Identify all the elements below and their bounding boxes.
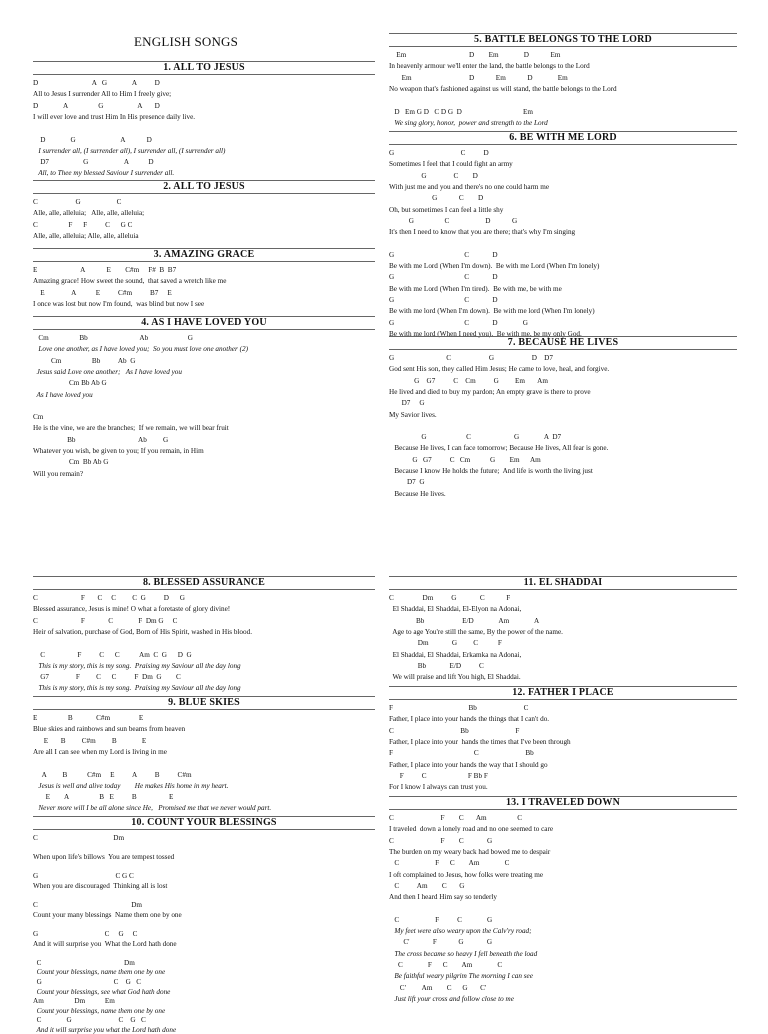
song-title: 13. I TRAVELED DOWN (389, 796, 737, 810)
song-section (389, 576, 737, 682)
song-title: 7. BECAUSE HE LIVES (389, 336, 737, 350)
lyric-line: G C D (389, 273, 498, 282)
lyric-line: I will ever love and trust Him In His presence daily live. (33, 112, 196, 121)
lyric-line: And it will surprise you What the Lord hath done (33, 939, 177, 948)
lyric-line: G C D G (389, 318, 528, 327)
chord-line: F C F Bb F (389, 771, 488, 780)
chord-line: C F C Am C (389, 814, 522, 822)
chord-line: Cm Bb Ab G (33, 356, 136, 365)
lyric-line: G G7 C Cm G Em Am (389, 455, 541, 464)
lyric-line: D7 G A D (33, 158, 154, 167)
chord-line: F C Bb (389, 749, 534, 758)
lyric-line: He lived and died to buy my pardon; An empty grave is there to prove (389, 387, 591, 396)
lyric-line: C F C Am C (389, 960, 503, 969)
song-section (389, 33, 737, 127)
lyric-line: It's then I need to know that you are there; that's why I'm singing (389, 228, 576, 237)
lyric-line: Amazing grace! How sweet the sound, that saved a wretch like me (33, 277, 227, 286)
chord-line: C Dm (33, 834, 125, 842)
chord-line: Cm Bb Ab G (33, 334, 193, 342)
song-section (389, 336, 737, 498)
chord-line: D A G A D (33, 79, 160, 87)
lyric-line: Count your blessings, see what God hath done (33, 987, 171, 996)
chord-line: G C G C (33, 872, 134, 881)
lyric-line: G C D (389, 295, 498, 304)
lyric-line: Be faithful weary pilgrim The morning I can see (389, 972, 533, 981)
lyric-line: I surrender all, (I surrender all), I surrender all, (I surrender all) (33, 146, 226, 155)
lyric-line: Be with me lord (When I need you). Be with me, be my only God. (389, 329, 582, 338)
lyric-line: The burden on my weary back had bowed me to despair (389, 847, 551, 856)
chord-line: F Bb C (389, 704, 529, 712)
lyric-line: Because I know He holds the future; And life is worth the living just (389, 467, 593, 475)
lyric-line: Alle, alle, alleluia; Alle, alle, alleluia (33, 231, 139, 240)
lyric-line: All, to Thee my blessed Saviour I surrender all. (33, 169, 175, 178)
song-section (389, 686, 737, 792)
lyric-line: D G A D (33, 135, 152, 144)
lyric-line: I oft complained to Jesus, how folks were treating me (389, 870, 544, 879)
lyric-line: El Shaddai, El Shaddai, El-Elyon na Adonai, (389, 605, 522, 614)
chord-line: C Bb F (389, 726, 520, 735)
lyric-line: Be with me Lord (When I'm tired). Be with me, be with me (389, 284, 562, 293)
lyric-line: G C G C (33, 978, 142, 986)
song-section (389, 796, 737, 1003)
chord-line: G C D G (389, 216, 518, 225)
lyric-line: Blue skies and rainbows and sun beams from heaven (33, 725, 186, 734)
song-title: 2. ALL TO JESUS (33, 180, 375, 194)
chord-line: Bb E/D C (389, 661, 484, 670)
song-title: 12. FATHER I PLACE (389, 686, 737, 700)
lyric-line: And it will surprise you what the Lord hath done (33, 1026, 177, 1034)
song-title: 10. COUNT YOUR BLESSINGS (33, 816, 375, 830)
chord-line: Em D Em D Em (389, 73, 568, 82)
lyric-line: Age to age You're still the same, By the power of the name. (389, 627, 563, 636)
chord-line: Em D Em D Em (389, 51, 561, 59)
lyric-line: Sometimes I feel that I could fight an army (389, 160, 513, 169)
chord-line: D7 G (389, 399, 425, 408)
lyric-line: Because He lives. (389, 489, 446, 498)
chord-line: G G7 C Cm G Em Am (389, 376, 548, 385)
lyric-line: Father, I place into your hands the way that I should go (389, 760, 548, 769)
lyric-line: No weapon that's fashioned against us will stand, the battle belongs to the Lord (389, 84, 617, 93)
chord-line: C F F C G C (33, 220, 133, 229)
chord-line: G C D (389, 194, 484, 203)
lyric-line: Blessed assurance, Jesus is mine! O what a foretaste of glory divine! (33, 605, 231, 614)
lyric-line: I traveled down a lonely road and no one seemed to care (389, 825, 554, 834)
lyric-line: We sing glory, honor, power and strength to the Lord (389, 118, 548, 127)
lyric-line: Alle, alle, alleluia; Alle, alle, alleluia; (33, 209, 145, 218)
lyric-line: Be with me lord (When I'm down). Be with me lord (When I'm lonely) (389, 307, 595, 316)
lyric-line: Be with me Lord (When I'm down). Be with me Lord (When I'm lonely) (389, 262, 600, 270)
song-section (33, 248, 375, 308)
song-title: 3. AMAZING GRACE (33, 248, 375, 262)
lyric-line: As I have loved you (33, 390, 93, 399)
lyric-line: All to Jesus I surrender All to Him I freely give; (33, 90, 172, 99)
lyric-line: El Shaddai, El Shaddai, Erkamka na Adonai, (389, 650, 522, 659)
song-title: 5. BATTLE BELONGS TO THE LORD (389, 33, 737, 47)
lyric-line: Just lift your cross and follow close to me (389, 994, 514, 1003)
lyric-line: Count your many blessings Name them one by one (33, 910, 182, 919)
lyric-line: With just me and you and there's no one could harm me (389, 182, 550, 191)
song-section (33, 816, 375, 1034)
lyric-line: Jesus said Love one another; As I have loved you (33, 367, 182, 376)
song-section (33, 696, 375, 813)
chord-line: C F C F Dm G C (33, 616, 178, 625)
chord-line: C F C C C G D G (33, 594, 185, 602)
lyric-line: C G C G C (33, 1016, 146, 1025)
lyric-line: When upon life's billows You are tempest tossed (33, 853, 175, 862)
chord-line: E B C#m B E (33, 736, 147, 745)
lyric-line: In heavenly armour we'll enter the land, the battle belongs to the Lord (389, 62, 590, 71)
song-title: 4. AS I HAVE LOVED YOU (33, 316, 375, 330)
song-title: 9. BLUE SKIES (33, 696, 375, 710)
chord-line: G C G C (33, 930, 138, 938)
lyric-line: The cross became so heavy I fell beneath the load (389, 949, 538, 958)
lyric-line: For I know I always can trust you. (389, 783, 488, 792)
lyric-line: Count your blessings, name them one by one (33, 968, 166, 977)
song-section (33, 576, 375, 693)
lyric-line: God sent His son, they called Him Jesus; He came to love, heal, and forgive. (389, 365, 610, 374)
lyric-line: My Savior lives. (389, 410, 437, 419)
page-title: ENGLISH SONGS (134, 34, 239, 49)
lyric-line: This is my story, this is my song. Praising my Saviour all the day long (33, 661, 241, 670)
lyric-line: D7 G (389, 478, 425, 487)
song-section (389, 131, 737, 338)
song-title: 11. EL SHADDAI (389, 576, 737, 590)
lyric-line: Heir of salvation, purchase of God, Born of His Spirit, washed in His blood. (33, 627, 252, 636)
chord-line: E B C#m E (33, 714, 144, 722)
lyric-line: Count your blessings, name them one by one (33, 1006, 166, 1015)
lyric-line: D Em G D C D G D Em (389, 107, 533, 116)
lyric-line: Cm Bb Ab G (33, 458, 109, 467)
lyric-line: Are all I can see when my Lord is living in me (33, 747, 167, 756)
lyric-line: Oh, but sometimes I can feel a little shy (389, 205, 504, 214)
lyric-line: C' F G G (389, 938, 493, 947)
chord-line: C F C Am C (389, 859, 510, 868)
lyric-line: A B C#m E A B C#m (33, 770, 192, 779)
lyric-line: This is my story, this is my song. Praising my Saviour all the day long (33, 684, 241, 693)
lyric-line: Whatever you wish, be given to you; If you remain, in Him (33, 447, 204, 455)
lyric-line: Will you remain? (33, 469, 84, 478)
lyric-line: E A B E B E (33, 793, 174, 802)
lyric-line: Love one another, as I have loved you; So you must love one another (2) (33, 345, 248, 354)
lyric-line: We will praise and lift You high, El Shaddai. (389, 673, 521, 682)
song-section (33, 316, 375, 478)
lyric-line: I once was lost but now I'm found, was blind but now I see (33, 299, 205, 308)
lyric-line: Because He lives, I can face tomorrow; Because He lives, All fear is gone. (389, 444, 609, 453)
lyric-line: Cm (33, 413, 44, 422)
song-section (33, 61, 375, 178)
chord-line: Bb E/D Am A (389, 616, 540, 625)
song-section (33, 180, 375, 240)
lyric-line: G7 F C C F Dm G C (33, 673, 181, 682)
chord-line: D A G A D (33, 101, 160, 110)
lyric-line: And then I heard Him say so tenderly (389, 893, 497, 902)
lyric-line: Never more will I be all alone since He, Promised me that we never would part. (33, 804, 272, 813)
lyric-line: When you are discouraged Thinking all is lost (33, 882, 168, 890)
chord-line: C Am C G (389, 881, 465, 890)
chord-line: G C D (389, 171, 478, 180)
chord-line: G C D (389, 149, 489, 157)
lyric-line: G C G A D7 (389, 433, 562, 442)
lyric-line: Father, I place into your hands the times that I've been through (389, 737, 571, 746)
lyric-line: C F C C Am C G D G (33, 650, 192, 659)
song-title: 6. BE WITH ME LORD (389, 131, 737, 145)
chord-line: Cm Bb Ab G (33, 379, 107, 388)
lyric-line: Bb Ab G (33, 435, 169, 444)
chord-line: E A E C#m B7 E (33, 288, 172, 297)
chord-line: E A E C#m F# B B7 (33, 266, 177, 274)
chord-line: Dm G C F (389, 639, 502, 648)
song-title: 8. BLESSED ASSURANCE (33, 576, 375, 590)
chord-line: C Dm G C F (389, 594, 511, 602)
chord-line: C G C (33, 198, 122, 206)
lyric-line: He is the vine, we are the branches; If we remain, we will bear fruit (33, 424, 229, 433)
lyric-line: My feet were also weary upon the Calv'ry road; (389, 927, 532, 935)
chord-line: C F C G (389, 836, 493, 845)
lyric-line: Am Dm Em (33, 997, 115, 1006)
song-title: 1. ALL TO JESUS (33, 61, 375, 75)
lyric-line: C Dm (33, 958, 135, 967)
lyric-line: G C D (389, 250, 498, 259)
lyric-line: C Dm (33, 901, 143, 910)
chord-line: G C G D D7 (389, 354, 553, 362)
lyric-line: C F C G (389, 915, 493, 924)
lyric-line: C' Am C G C' (389, 983, 487, 992)
lyric-line: Father, I place into your hands the things that I can't do. (389, 715, 550, 724)
lyric-line: Jesus is well and alive today He makes His home in my heart. (33, 781, 229, 790)
